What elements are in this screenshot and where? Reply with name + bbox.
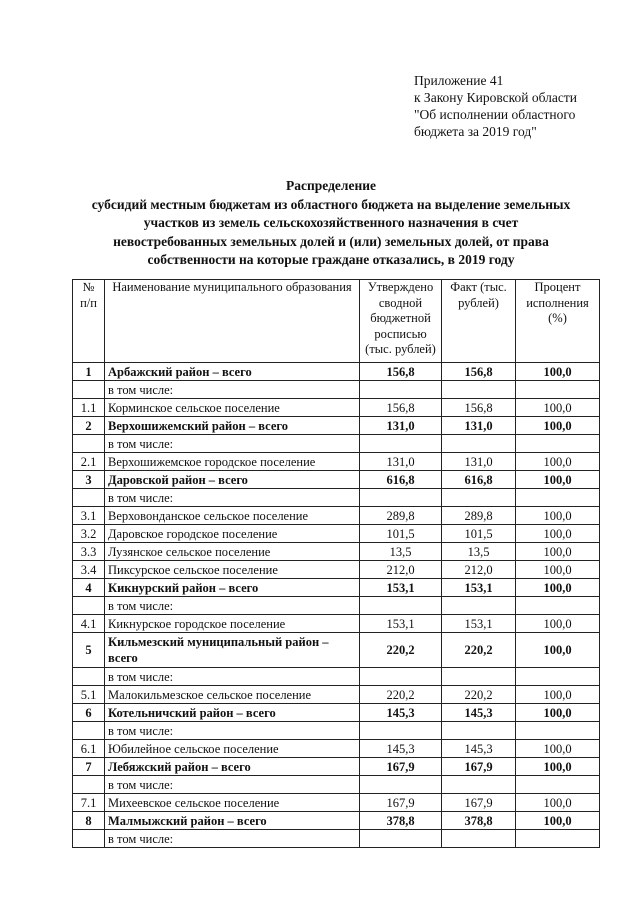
cell-percent: 100,0 xyxy=(516,507,600,525)
cell-name: Юбилейное сельское поселение xyxy=(105,740,360,758)
cell-fact xyxy=(442,668,516,686)
cell-fact xyxy=(442,381,516,399)
table-row xyxy=(73,704,600,722)
cell-name: Кильмезский муниципальный район – всего xyxy=(105,633,360,668)
title-line: участков из земель сельскохозяйственного назначения в счет xyxy=(143,215,519,230)
cell-approved: 131,0 xyxy=(360,453,442,471)
table-row xyxy=(73,381,600,399)
cell-num: 7 xyxy=(73,758,105,776)
cell-approved xyxy=(360,381,442,399)
cell-num: 4.1 xyxy=(73,615,105,633)
table-row xyxy=(73,417,600,435)
cell-percent: 100,0 xyxy=(516,704,600,722)
header-approved: Утверждено сводной бюджетной росписью (тыс. рублей) xyxy=(360,280,442,363)
cell-percent: 100,0 xyxy=(516,579,600,597)
cell-percent: 100,0 xyxy=(516,399,600,417)
cell-num: 3 xyxy=(73,471,105,489)
cell-percent: 100,0 xyxy=(516,633,600,668)
table-row xyxy=(73,615,600,633)
table-row xyxy=(73,758,600,776)
cell-name: Малмыжский район – всего xyxy=(105,812,360,830)
cell-num: 6.1 xyxy=(73,740,105,758)
cell-fact xyxy=(442,776,516,794)
cell-name: в том числе: xyxy=(105,489,360,507)
cell-percent: 100,0 xyxy=(516,794,600,812)
cell-num xyxy=(73,830,105,848)
cell-num: 3.1 xyxy=(73,507,105,525)
cell-approved: 145,3 xyxy=(360,704,442,722)
cell-name: в том числе: xyxy=(105,722,360,740)
cell-fact: 156,8 xyxy=(442,399,516,417)
cell-approved: 101,5 xyxy=(360,525,442,543)
table-row xyxy=(73,740,600,758)
cell-percent xyxy=(516,722,600,740)
cell-num: 3.3 xyxy=(73,543,105,561)
cell-fact: 156,8 xyxy=(442,363,516,381)
cell-fact: 13,5 xyxy=(442,543,516,561)
header-fact: Факт (тыс. рублей) xyxy=(442,280,516,363)
cell-num: 1.1 xyxy=(73,399,105,417)
cell-approved: 220,2 xyxy=(360,633,442,668)
appendix-note xyxy=(414,72,634,140)
cell-num xyxy=(73,722,105,740)
cell-num: 4 xyxy=(73,579,105,597)
cell-fact: 131,0 xyxy=(442,417,516,435)
cell-approved xyxy=(360,489,442,507)
cell-num: 6 xyxy=(73,704,105,722)
cell-num: 2 xyxy=(73,417,105,435)
cell-num: 3.2 xyxy=(73,525,105,543)
cell-fact xyxy=(442,597,516,615)
table-row xyxy=(73,471,600,489)
cell-name: в том числе: xyxy=(105,776,360,794)
cell-num xyxy=(73,435,105,453)
cell-approved: 131,0 xyxy=(360,417,442,435)
table-row xyxy=(73,543,600,561)
cell-name: Михеевское сельское поселение xyxy=(105,794,360,812)
table-row xyxy=(73,633,600,668)
cell-approved: 212,0 xyxy=(360,561,442,579)
table-row xyxy=(73,597,600,615)
table-row xyxy=(73,794,600,812)
cell-fact xyxy=(442,489,516,507)
cell-num: 8 xyxy=(73,812,105,830)
title-line: Распределение xyxy=(285,178,377,193)
cell-name: Малокильмезское сельское поселение xyxy=(105,686,360,704)
cell-fact: 153,1 xyxy=(442,579,516,597)
cell-fact: 220,2 xyxy=(442,633,516,668)
cell-name: Верхошижемское городское поселение xyxy=(105,453,360,471)
cell-name: Лебяжский район – всего xyxy=(105,758,360,776)
cell-percent xyxy=(516,489,600,507)
title-line: собственности на которые граждане отказались, в 2019 году xyxy=(147,252,515,267)
table-row xyxy=(73,453,600,471)
cell-approved xyxy=(360,668,442,686)
table-header-row xyxy=(73,280,600,363)
table-row xyxy=(73,363,600,381)
table-row xyxy=(73,722,600,740)
cell-name: Кикнурский район – всего xyxy=(105,579,360,597)
table-row xyxy=(73,830,600,848)
cell-name: Кикнурское городское поселение xyxy=(105,615,360,633)
header-name: Наименование муниципального образования xyxy=(105,280,360,363)
table-row xyxy=(73,686,600,704)
cell-fact: 378,8 xyxy=(442,812,516,830)
cell-name: Даровское городское поселение xyxy=(105,525,360,543)
cell-approved: 13,5 xyxy=(360,543,442,561)
cell-approved: 153,1 xyxy=(360,615,442,633)
cell-name: Корминское сельское поселение xyxy=(105,399,360,417)
cell-approved xyxy=(360,722,442,740)
cell-fact xyxy=(442,722,516,740)
cell-approved: 167,9 xyxy=(360,758,442,776)
header-num: № п/п xyxy=(73,280,105,363)
cell-num: 5 xyxy=(73,633,105,668)
cell-name: в том числе: xyxy=(105,435,360,453)
cell-percent: 100,0 xyxy=(516,525,600,543)
cell-percent xyxy=(516,381,600,399)
cell-name: Верховонданское сельское поселение xyxy=(105,507,360,525)
cell-fact: 289,8 xyxy=(442,507,516,525)
cell-fact: 220,2 xyxy=(442,686,516,704)
appendix-line: Приложение 41 xyxy=(414,73,504,88)
cell-name: Даровской район – всего xyxy=(105,471,360,489)
cell-approved: 145,3 xyxy=(360,740,442,758)
cell-name: Арбажский район – всего xyxy=(105,363,360,381)
cell-percent: 100,0 xyxy=(516,740,600,758)
cell-percent: 100,0 xyxy=(516,471,600,489)
cell-name: в том числе: xyxy=(105,381,360,399)
cell-fact: 153,1 xyxy=(442,615,516,633)
table-row xyxy=(73,561,600,579)
cell-fact: 131,0 xyxy=(442,453,516,471)
table-row xyxy=(73,668,600,686)
cell-approved: 153,1 xyxy=(360,579,442,597)
table-row xyxy=(73,579,600,597)
cell-fact: 145,3 xyxy=(442,704,516,722)
table-row xyxy=(73,525,600,543)
cell-approved: 220,2 xyxy=(360,686,442,704)
cell-num xyxy=(73,776,105,794)
table-row xyxy=(73,489,600,507)
cell-percent: 100,0 xyxy=(516,543,600,561)
cell-fact: 212,0 xyxy=(442,561,516,579)
cell-approved: 156,8 xyxy=(360,363,442,381)
cell-name: Пиксурское сельское поселение xyxy=(105,561,360,579)
cell-name: в том числе: xyxy=(105,830,360,848)
table-row xyxy=(73,776,600,794)
cell-num xyxy=(73,597,105,615)
cell-percent: 100,0 xyxy=(516,453,600,471)
cell-approved: 378,8 xyxy=(360,812,442,830)
cell-percent: 100,0 xyxy=(516,363,600,381)
subsidy-table xyxy=(72,279,600,848)
table-row xyxy=(73,399,600,417)
document-title xyxy=(58,177,604,270)
cell-percent xyxy=(516,597,600,615)
cell-fact: 167,9 xyxy=(442,794,516,812)
cell-num: 3.4 xyxy=(73,561,105,579)
table-body xyxy=(73,363,600,848)
cell-name: в том числе: xyxy=(105,668,360,686)
cell-approved: 167,9 xyxy=(360,794,442,812)
cell-percent xyxy=(516,435,600,453)
cell-percent: 100,0 xyxy=(516,758,600,776)
cell-approved xyxy=(360,597,442,615)
cell-fact xyxy=(442,830,516,848)
cell-percent: 100,0 xyxy=(516,812,600,830)
cell-fact: 145,3 xyxy=(442,740,516,758)
cell-percent xyxy=(516,830,600,848)
cell-percent: 100,0 xyxy=(516,615,600,633)
cell-approved: 616,8 xyxy=(360,471,442,489)
table-row xyxy=(73,507,600,525)
cell-approved xyxy=(360,776,442,794)
cell-num: 1 xyxy=(73,363,105,381)
cell-fact xyxy=(442,435,516,453)
cell-num xyxy=(73,381,105,399)
cell-approved xyxy=(360,830,442,848)
cell-approved xyxy=(360,435,442,453)
cell-percent: 100,0 xyxy=(516,417,600,435)
cell-num: 5.1 xyxy=(73,686,105,704)
cell-approved: 156,8 xyxy=(360,399,442,417)
header-percent: Процент исполнения (%) xyxy=(516,280,600,363)
table-row xyxy=(73,812,600,830)
cell-percent xyxy=(516,776,600,794)
cell-num: 7.1 xyxy=(73,794,105,812)
appendix-line: "Об исполнении областного xyxy=(414,107,576,122)
appendix-line: к Закону Кировской области xyxy=(414,90,578,105)
cell-percent: 100,0 xyxy=(516,686,600,704)
cell-percent xyxy=(516,668,600,686)
cell-fact: 616,8 xyxy=(442,471,516,489)
cell-name: Котельничский район – всего xyxy=(105,704,360,722)
cell-num: 2.1 xyxy=(73,453,105,471)
cell-name: Лузянское сельское поселение xyxy=(105,543,360,561)
cell-num xyxy=(73,668,105,686)
cell-name: Верхошижемский район – всего xyxy=(105,417,360,435)
cell-num xyxy=(73,489,105,507)
cell-fact: 167,9 xyxy=(442,758,516,776)
cell-approved: 289,8 xyxy=(360,507,442,525)
cell-fact: 101,5 xyxy=(442,525,516,543)
cell-percent: 100,0 xyxy=(516,561,600,579)
title-line: невостребованных земельных долей и (или) земельных долей, от права xyxy=(113,233,549,249)
table-row xyxy=(73,435,600,453)
title-line: субсидий местным бюджетам из областного бюджета на выделение земельных xyxy=(91,196,571,212)
appendix-line: бюджета за 2019 год" xyxy=(414,124,537,139)
cell-name: в том числе: xyxy=(105,597,360,615)
